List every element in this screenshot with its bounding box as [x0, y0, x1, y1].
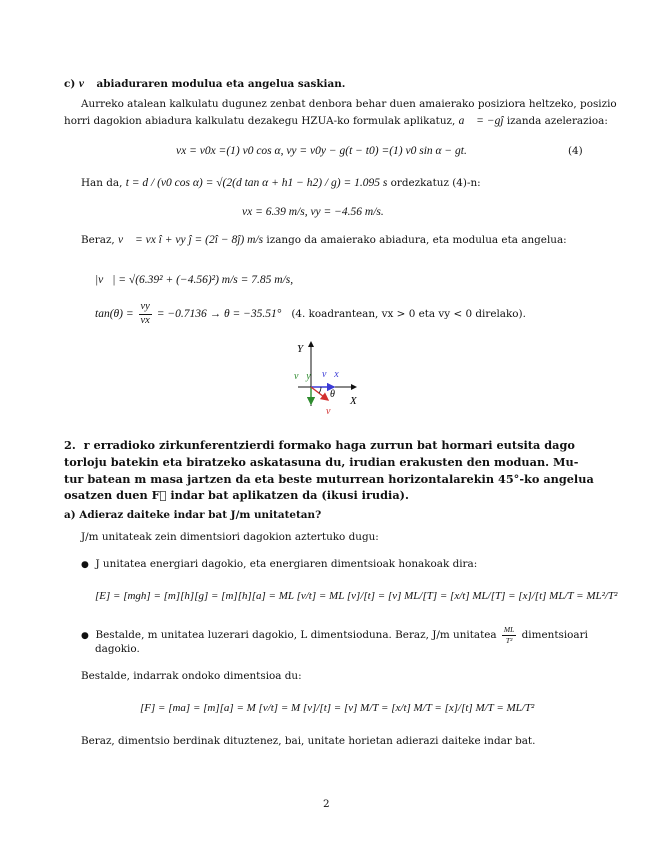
section-a-heading: a) Adieraz daiteke indar bat J/m unitatetan? [64, 509, 322, 521]
paragraph-line: horri dagokion abiadura kalkulatu dezakegu HZUA-ko formulak aplikatuz, a⃗ = −gĵ izanda azelerazioa: [64, 115, 608, 127]
x-axis-label: X [350, 395, 357, 407]
problem-2-line: osatzen duen F⃗ indar bat aplikatzen da (ikusi irudia). [64, 488, 409, 502]
han-da-line: Han da, t = d / (v0 cos α) = √(2(d tan α + h1 − h2) / g) = 1.095 s ordezkatuz (4)-n: [81, 177, 481, 189]
page-number: 2 [323, 798, 330, 810]
force-intro: Bestalde, indarrak ondoko dimentsioa du: [81, 670, 302, 682]
v-vector [311, 387, 328, 400]
equation-4: vx = v0x =(1) v0 cos α, vy = v0y − g(t − t0) =(1) v0 sin α − gt. [176, 145, 467, 157]
equation-number: (4) [568, 145, 583, 157]
problem-2-line: tur batean m masa jartzen da eta beste muturrean horizontalarekin 45°-ko angelua [64, 472, 594, 486]
modulus-equation: |v⃗| = √(6.39² + (−4.56)²) m/s = 7.85 m/s, [95, 274, 294, 286]
force-dimension-equation: [F] = [ma] = [m][a] = M [v/t] = M [v]/[t] = [v] M/T = [x/t] M/T = [x]/[t] M/T = ML/T² [140, 702, 535, 714]
velocity-diagram [288, 336, 368, 416]
bullet-item: ● Bestalde, m unitatea luzerari dagokio, L dimentsioduna. Beraz, J/m unitatea $\frac{ML}{\text{T²}}$ dimentsioari [81, 625, 588, 645]
section-a-intro: J/m unitateak zein dimentsiori dagokion aztertuko dugu: [81, 531, 379, 543]
bullet-continuation: dagokio. [95, 643, 140, 655]
conclusion: Beraz, dimentsio berdinak dituztenez, bai, unitate horietan adierazi daiteke indar bat. [81, 735, 536, 747]
paragraph-line: Aurreko atalean kalkulatu dugunez zenbat denbora behar duen amaierako posiziora heltzeko, posizio [81, 98, 617, 110]
theta-label: θ [330, 389, 335, 400]
beraz-line: Beraz, v⃗ = vx î + vy ĵ = (2î − 8ĵ) m/s izango da amaierako abiadura, eta modulua eta angelua: [81, 234, 567, 246]
y-axis-label: Y [297, 343, 304, 355]
problem-2-line: torloju batekin eta biratzeko askatasuna du, irudian erakusten den moduan. Mu- [64, 455, 579, 469]
energy-dimension-equation: [E] = [mgh] = [m][h][g] = [m][h][a] = ML [v/t] = ML [v]/[t] = [v] ML/[T] = [x/t] ML/[T] = [x]/[t] ML/T = ML²/T² [95, 590, 618, 602]
section-c-heading: c) v⃗ abiaduraren modulua eta angelua saskian. [64, 78, 346, 90]
v-label: v⃗ [326, 406, 339, 416]
vx-label: v⃗x [322, 369, 339, 380]
velocity-values: vx = 6.39 m/s, vy = −4.56 m/s. [242, 206, 384, 218]
angle-equation: tan(θ) = $\frac{vy}{vx}$ = −0.7136 → θ = −35.51° (4. koadrantean, vx > 0 eta vy < 0 direlako). [95, 301, 526, 326]
problem-2-line: 2. r erradioko zirkunferentzierdi formako haga zurrun bat hormari eutsita dago [64, 438, 575, 452]
vy-label: v⃗y [294, 371, 311, 382]
bullet-item: ● J unitatea energiari dagokio, eta energiaren dimentsioak honakoak dira: [81, 558, 478, 570]
